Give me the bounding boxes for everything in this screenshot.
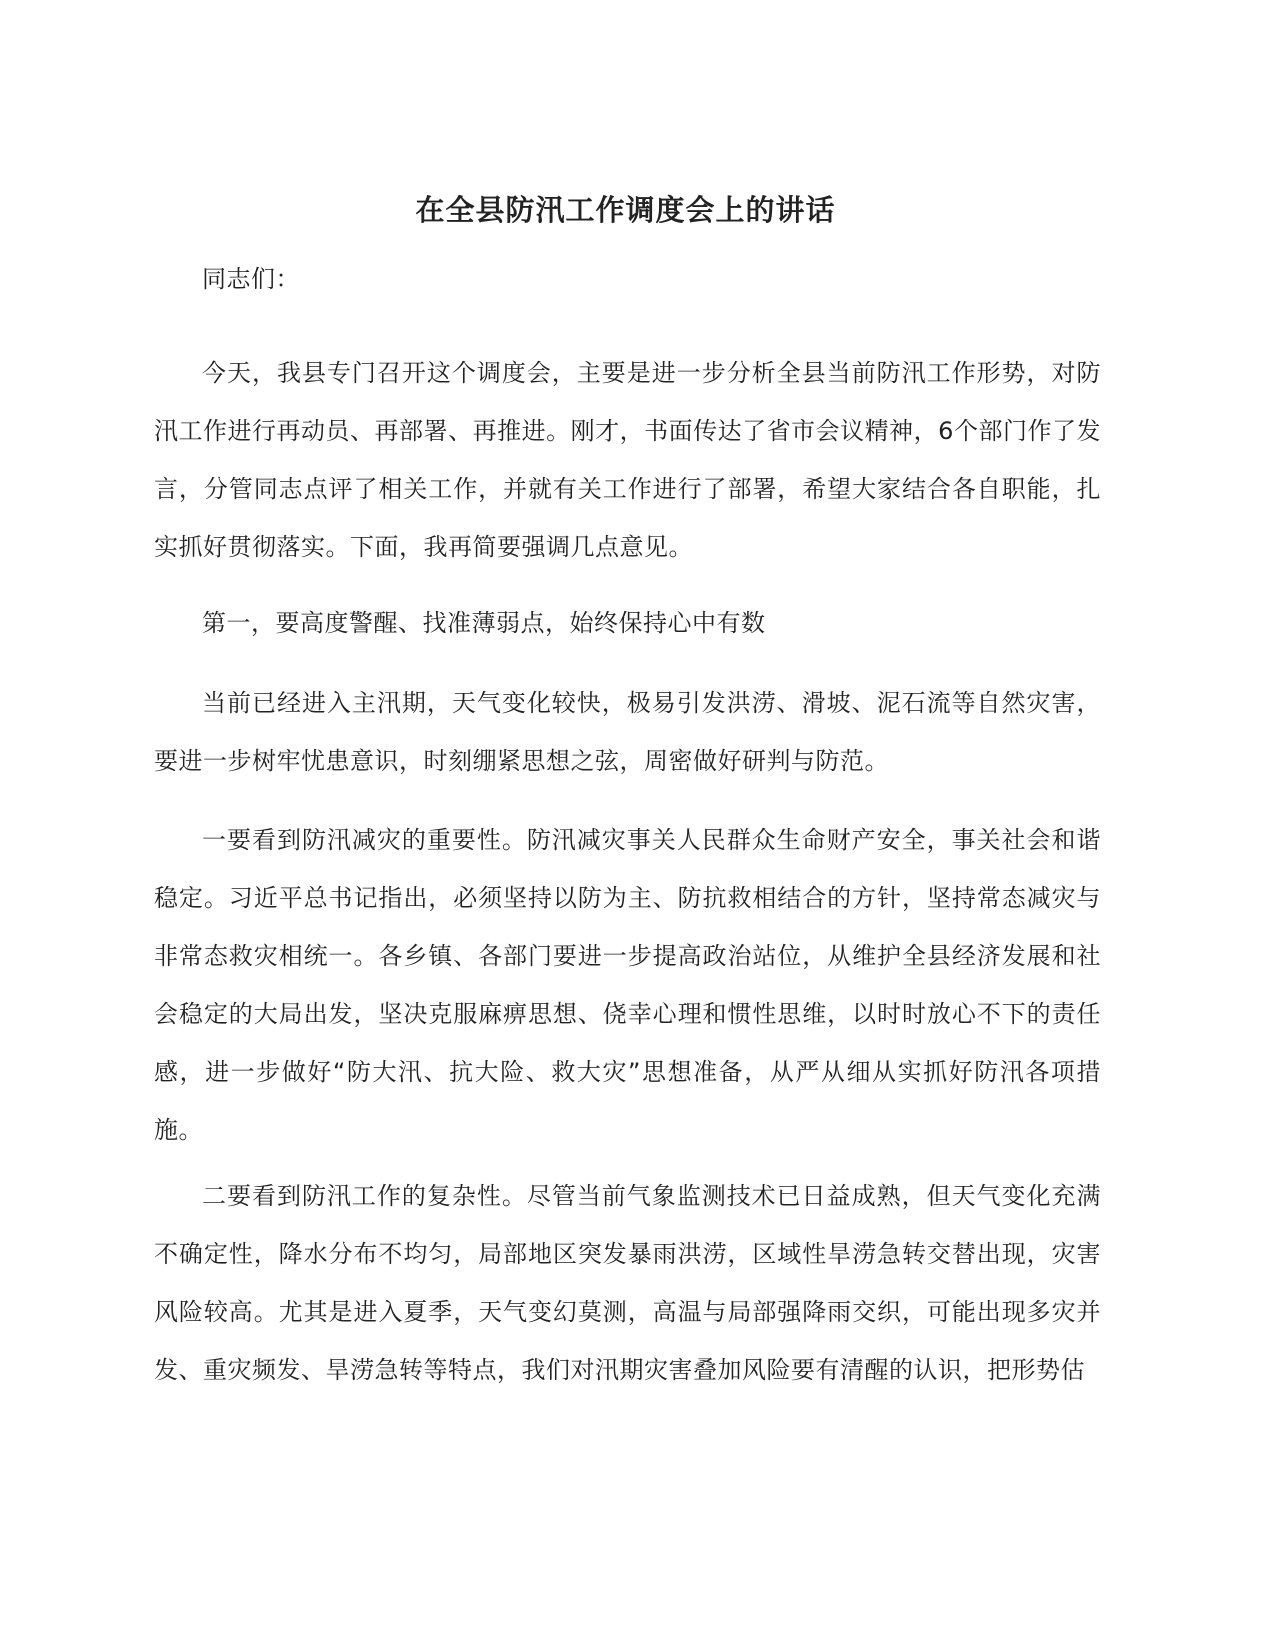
section-heading-first: 第一，要高度警醒、找准薄弱点，始终保持心中有数 [202,609,766,637]
point-two-paragraph: 二要看到防汛工作的复杂性。尽管当前气象监测技术已日益成熟，但天气变化充满不确定性，降水分布不均匀，局部地区突发暴雨洪涝，区域性旱涝急转交替出现，灾害风险较高。尤其是进入夏季，天气变幻莫测，高温与局部强降雨交织，可能出现多灾并发、重灾频发、旱涝急转等特点，我们对汛期灾害叠加风险要有清醒的认识，把形势估 [154,1182,1101,1384]
greeting-paragraph: 同志们： [202,265,300,293]
current-situation-paragraph: 当前已经进入主汛期，天气变化较快，极易引发洪涝、滑坡、泥石流等自然灾害，要进一步树牢忧患意识，时刻绷紧思想之弦，周密做好研判与防范。 [154,689,1101,775]
point-one-paragraph: 一要看到防汛减灾的重要性。防汛减灾事关人民群众生命财产安全，事关社会和谐稳定。习近平总书记指出，必须坚持以防为主、防抗救相结合的方针，坚持常态减灾与非常态救灾相统一。各乡镇、各部门要进一步提高政治站位，从维护全县经济发展和社会稳定的大局出发，坚决克服麻痹思想、侥幸心理和惯性思维，以时时放心不下的责任感，进一步做好“防大汛、抗大险、救大灾”思想准备，从严从细从实抓好防汛各项措施。 [154,826,1101,1144]
document-title: 在全县防汛工作调度会上的讲话 [415,193,836,227]
intro-paragraph: 今天，我县专门召开这个调度会，主要是进一步分析全县当前防汛工作形势，对防汛工作进行再动员、再部署、再推进。刚才，书面传达了省市会议精神，6个部门作了发言，分管同志点评了相关工作，并就有关工作进行了部署，希望大家结合各自职能，扎实抓好贯彻落实。下面，我再简要强调几点意见。 [154,359,1101,561]
